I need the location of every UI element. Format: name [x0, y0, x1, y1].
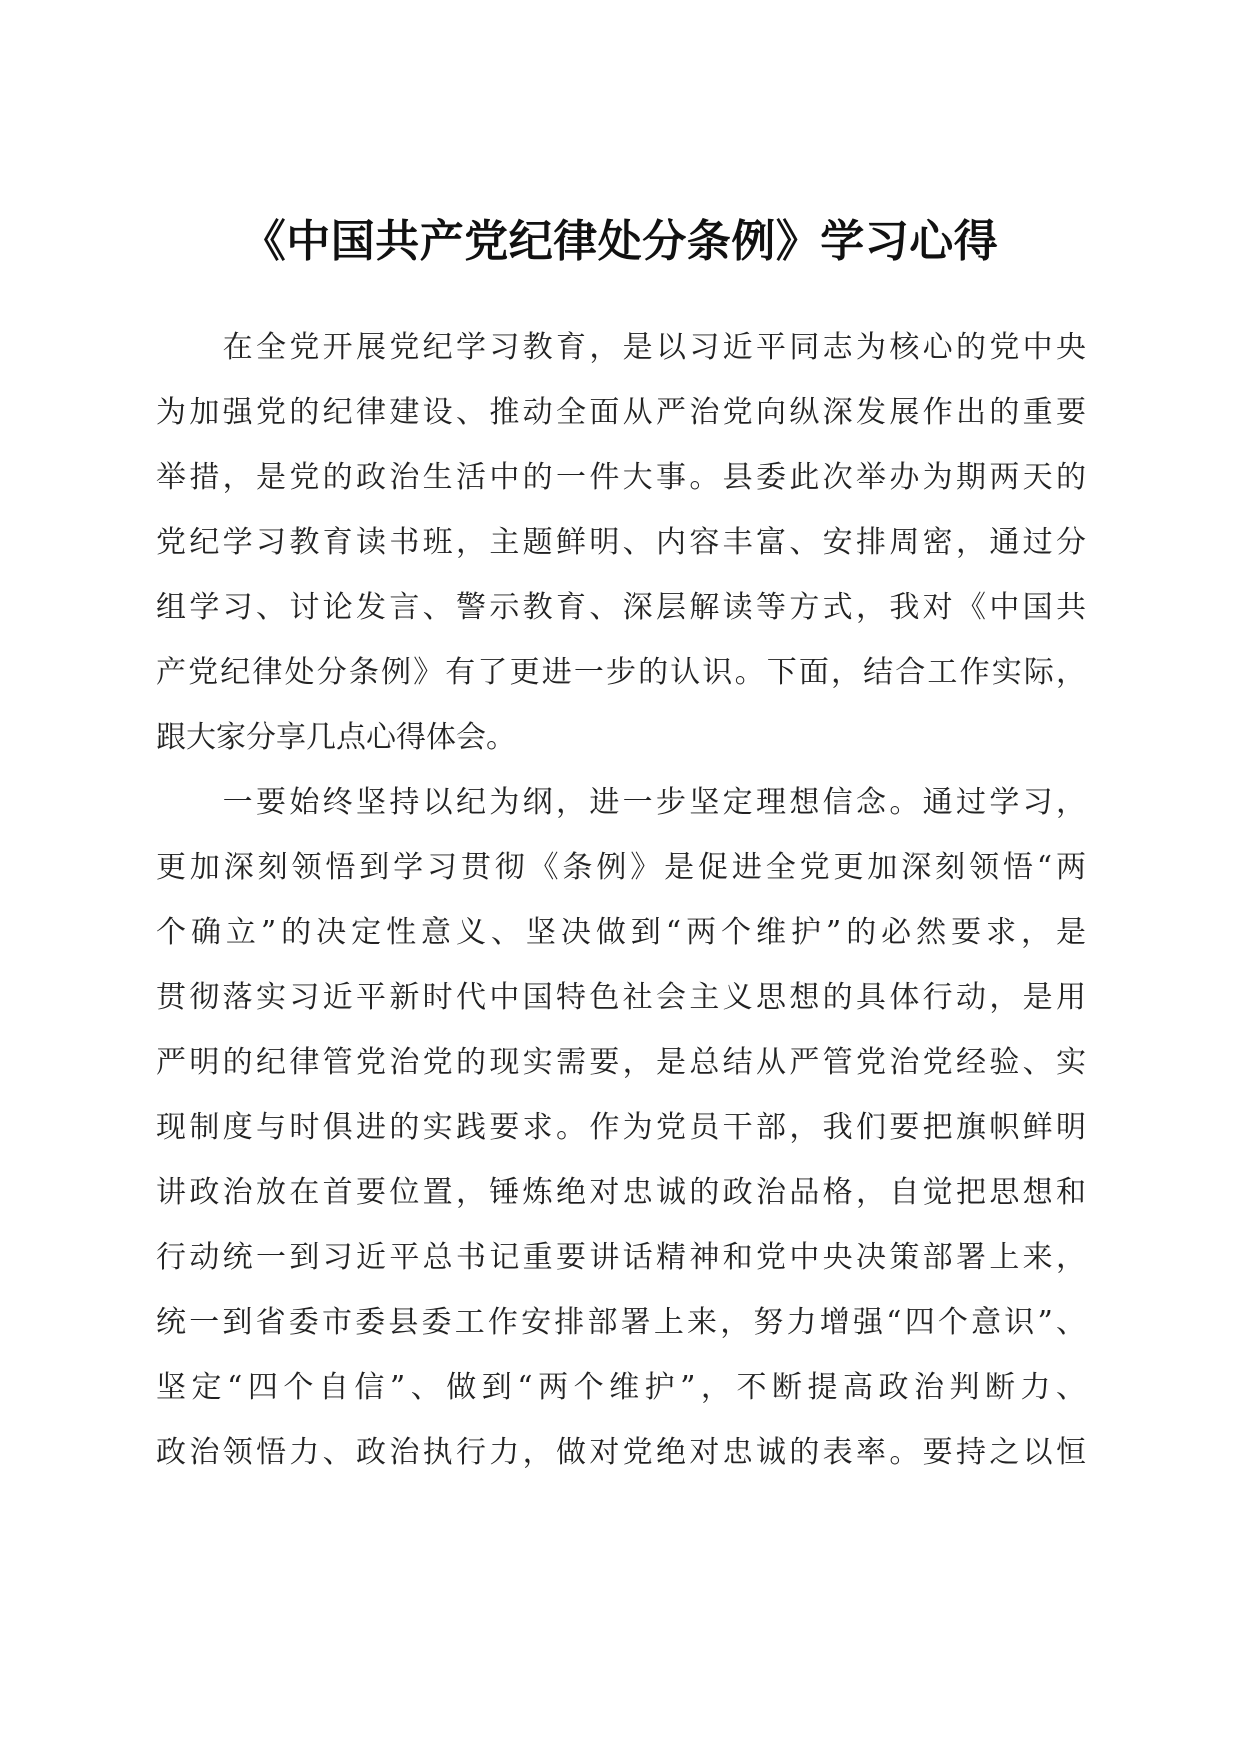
text-line: 产党纪律处分条例》有了更进一步的认识。下面，结合工作实际，	[156, 655, 1086, 690]
text-line: 一要始终坚持以纪为纲，进一步坚定理想信念。通过学习，	[156, 785, 1086, 820]
text-line: 现制度与时俱进的实践要求。作为党员干部，我们要把旗帜鲜明	[156, 1110, 1086, 1145]
paragraph-intro	[156, 315, 1086, 770]
text-line: 更加深刻领悟到学习贯彻《条例》是促进全党更加深刻领悟“两	[156, 850, 1086, 885]
document-title: 《中国共产党纪律处分条例》学习心得	[241, 216, 999, 267]
text-line: 统一到省委市委县委工作安排部署上来，努力增强“四个意识”、	[156, 1305, 1086, 1340]
text-line: 举措，是党的政治生活中的一件大事。县委此次举办为期两天的	[156, 460, 1086, 495]
document-body	[156, 315, 1086, 1485]
text-line: 党纪学习教育读书班，主题鲜明、内容丰富、安排周密，通过分	[156, 525, 1086, 560]
text-line: 在全党开展党纪学习教育，是以习近平同志为核心的党中央	[156, 330, 1086, 365]
paragraph-point-one	[156, 770, 1086, 1485]
text-line: 讲政治放在首要位置，锤炼绝对忠诚的政治品格，自觉把思想和	[156, 1175, 1086, 1210]
text-line: 坚定“四个自信”、做到“两个维护”，不断提高政治判断力、	[156, 1370, 1086, 1405]
text-line: 跟大家分享几点心得体会。	[156, 720, 516, 755]
text-line: 为加强党的纪律建设、推动全面从严治党向纵深发展作出的重要	[156, 395, 1086, 430]
text-line: 行动统一到习近平总书记重要讲话精神和党中央决策部署上来，	[156, 1240, 1086, 1275]
text-line: 政治领悟力、政治执行力，做对党绝对忠诚的表率。要持之以恒	[156, 1435, 1086, 1470]
text-line: 组学习、讨论发言、警示教育、深层解读等方式，我对《中国共	[156, 590, 1086, 625]
text-line: 个确立”的决定性意义、坚决做到“两个维护”的必然要求，是	[156, 915, 1086, 950]
text-line: 严明的纪律管党治党的现实需要，是总结从严管党治党经验、实	[156, 1045, 1086, 1080]
text-line: 贯彻落实习近平新时代中国特色社会主义思想的具体行动，是用	[156, 980, 1086, 1015]
